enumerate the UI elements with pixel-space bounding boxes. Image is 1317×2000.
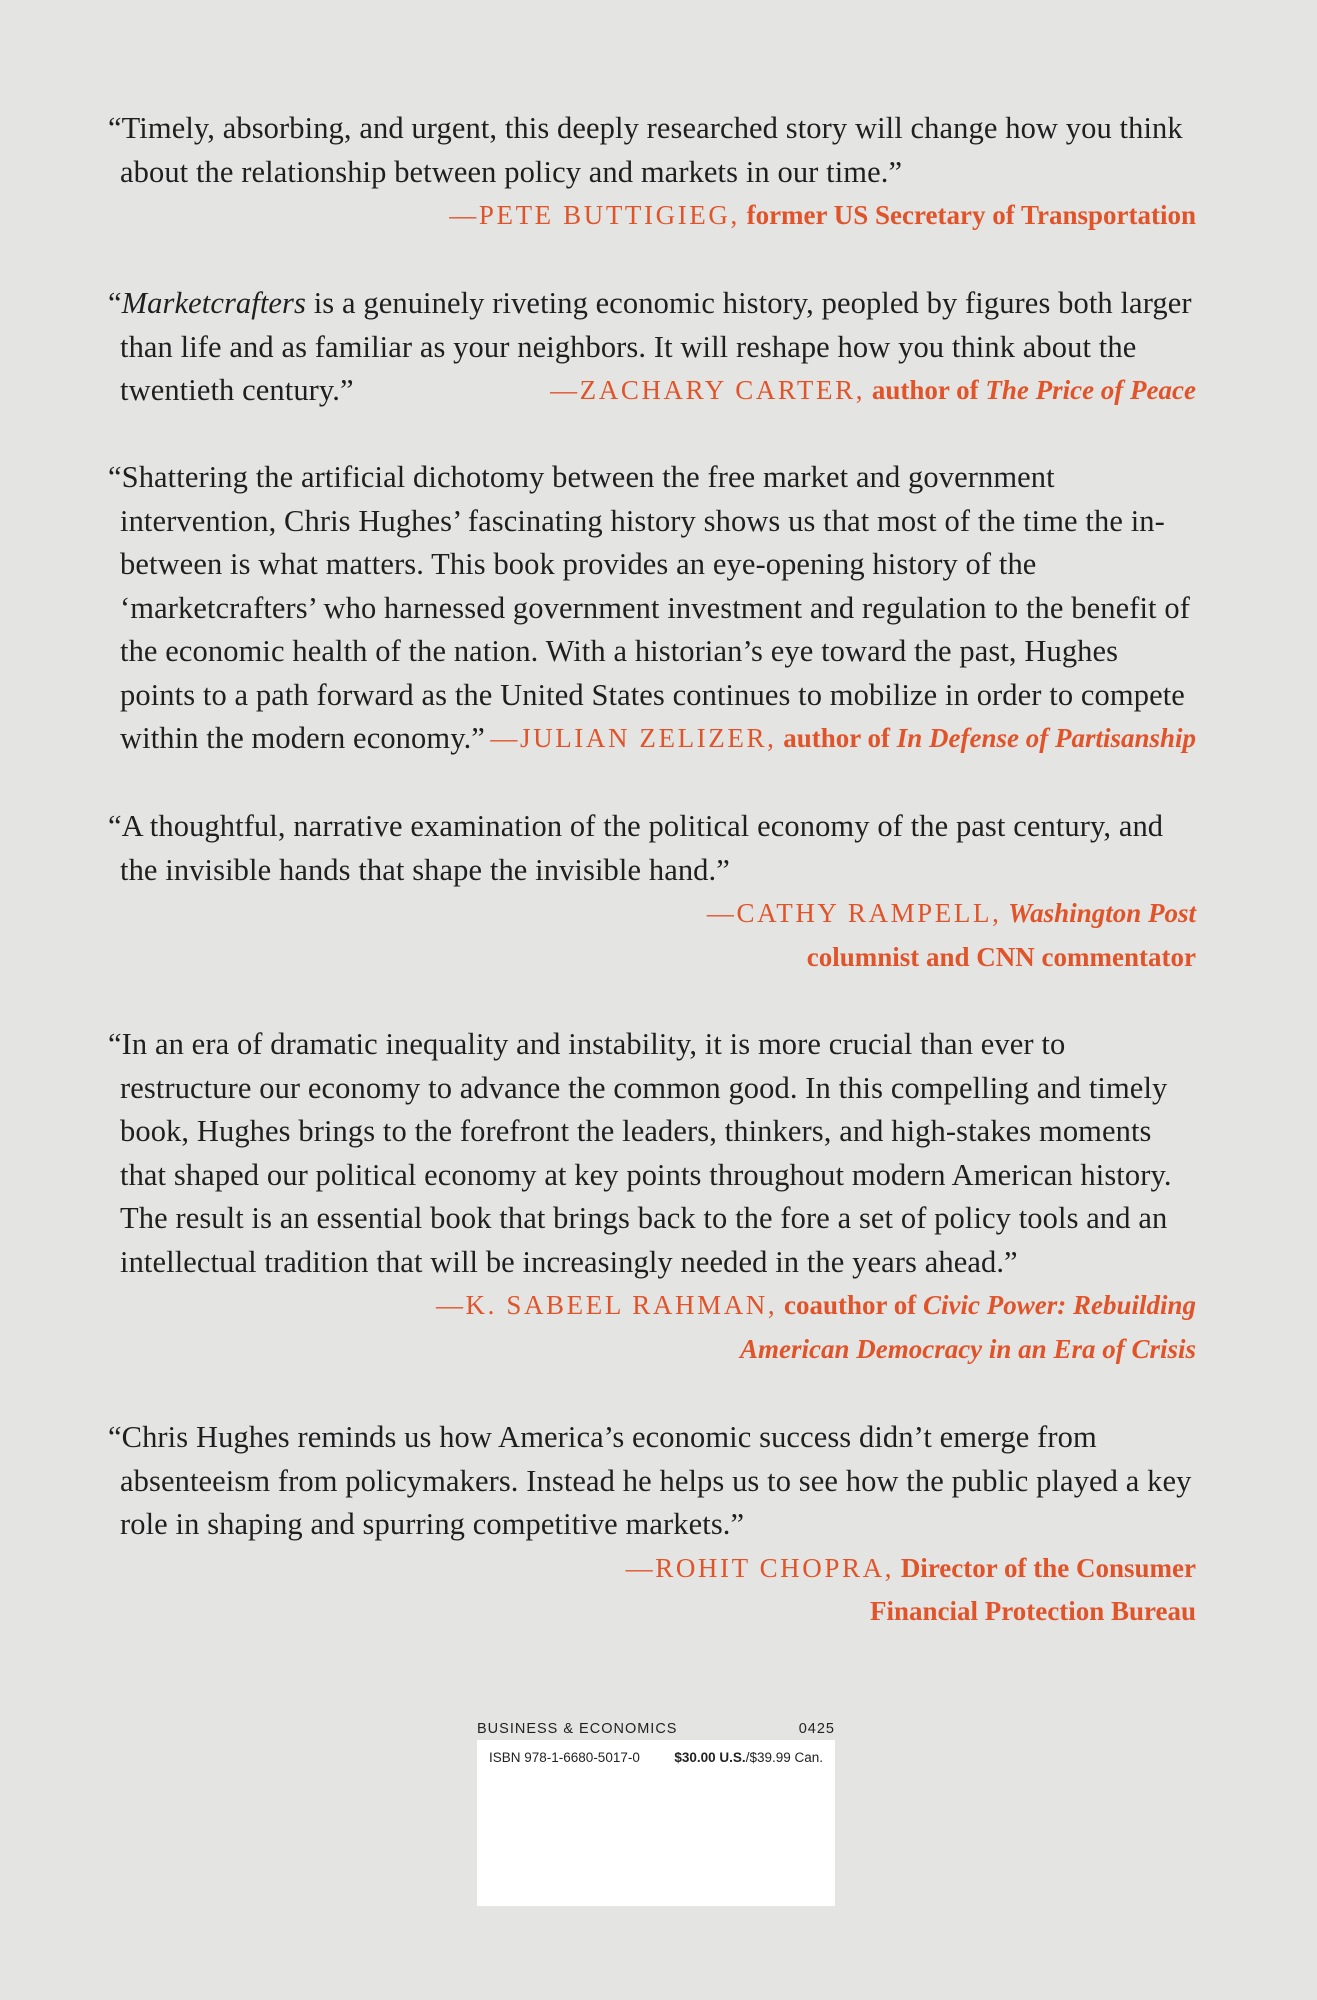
blurb-attribution-line2 (108, 936, 1200, 980)
blurb-rampell (108, 805, 1200, 979)
attribution-name: —JULIAN ZELIZER, (490, 723, 777, 753)
blurb-attribution-line2 (108, 1328, 1200, 1372)
attribution-role: Director of the Consumer (900, 1552, 1196, 1583)
price-can: /$39.99 Can. (745, 1750, 823, 1765)
blurb-attribution-line2 (108, 1590, 1200, 1634)
blurb-rahman (108, 1023, 1200, 1371)
blurb-attribution (108, 1547, 1200, 1591)
bisac-category: BUSINESS & ECONOMICS (477, 1721, 678, 1737)
attribution-role: author of (871, 375, 979, 405)
quote-open-mark: “ (108, 286, 122, 320)
attribution-role: author of (783, 723, 890, 753)
barcode-panel (477, 1718, 835, 1906)
quote-text: is a genuinely riveting economic history, peopled by figures both larger than life and as familiar as your neighbors. It will reshape how you think about the twentieth century.” (120, 286, 1192, 407)
price-code: 0425 (798, 1721, 835, 1737)
blurb-quote: “A thoughtful, narrative examination of the political economy of the past century, and the invisible hands that shape the invisible hand.” (108, 809, 1164, 887)
blurb-quote: “Chris Hughes reminds us how America’s economic success didn’t emerge from absenteeism from policymakers. Instead he helps us to see how the public played a key role in shaping and spurring competitive markets.” (108, 1420, 1192, 1541)
blurb-attribution (108, 892, 1200, 936)
blurb-carter (108, 282, 1200, 413)
book-title: Marketcrafters (121, 286, 306, 320)
blurb-attribution (108, 1284, 1200, 1328)
attribution-work: Washington Post (1008, 898, 1196, 928)
blurb-chopra (108, 1416, 1200, 1634)
attribution-name: —CATHY RAMPELL, (706, 898, 1002, 928)
blurb-attribution (108, 194, 1200, 238)
price-us: $30.00 U.S. (674, 1750, 746, 1765)
attribution-work: Civic Power: Rebuilding (923, 1290, 1196, 1320)
blurb-quote: “In an era of dramatic inequality and instability, it is more crucial than ever to restructure our economy to advance the common good. In this compelling and timely book, Hughes brings to the forefront the leaders, thinkers, and high-stakes moments that shaped our political economy at key points throughout modern American history. The result is an essential book that brings back to the fore a set of policy tools and an intellectual tradition that will be increasingly needed in the years ahead.” (108, 1027, 1172, 1279)
category-line (477, 1718, 835, 1740)
attribution-name: —K. SABEEL RAHMAN, (435, 1290, 778, 1320)
isbn-text: ISBN 978-1-6680-5017-0 (489, 1750, 640, 1765)
attribution-name: —ROHIT CHOPRA, (625, 1552, 895, 1583)
blurb-buttigieg (108, 107, 1200, 238)
attribution-work: The Price of Peace (985, 375, 1196, 405)
barcode-box (477, 1740, 835, 1906)
attribution-name: —PETE BUTTIGIEG, (449, 200, 740, 230)
price-text (674, 1750, 823, 1765)
attribution-role: coauthor of (784, 1290, 917, 1320)
attribution-role: former US Secretary of Transportation (746, 200, 1196, 230)
blurb-zelizer (108, 456, 1200, 761)
attribution-work: In Defense of Partisanship (896, 723, 1196, 753)
blurb-quote: “Timely, absorbing, and urgent, this deeply researched story will change how you think about the relationship between policy and markets in our time.” (108, 111, 1183, 189)
attribution-work-cont: American Democracy in an Era of Crisis (739, 1333, 1196, 1364)
attribution-role: columnist and CNN commentator (806, 941, 1196, 972)
blurb-quote: “Shattering the artificial dichotomy between the free market and government intervention, Chris Hughes’ fascinating history shows us that most of the time the in-between is what matters. This book provides an eye-opening history of the ‘marketcrafters’ who harnessed government investment and regulation to the benefit of the economic health of the nation. With a historian’s eye toward the past, Hughes points to a path forward as the United States continues to mobilize in order to compete within the modern economy.” (108, 460, 1190, 755)
attribution-name: —ZACHARY CARTER, (550, 375, 866, 405)
attribution-role-cont: Financial Protection Bureau (870, 1596, 1196, 1626)
